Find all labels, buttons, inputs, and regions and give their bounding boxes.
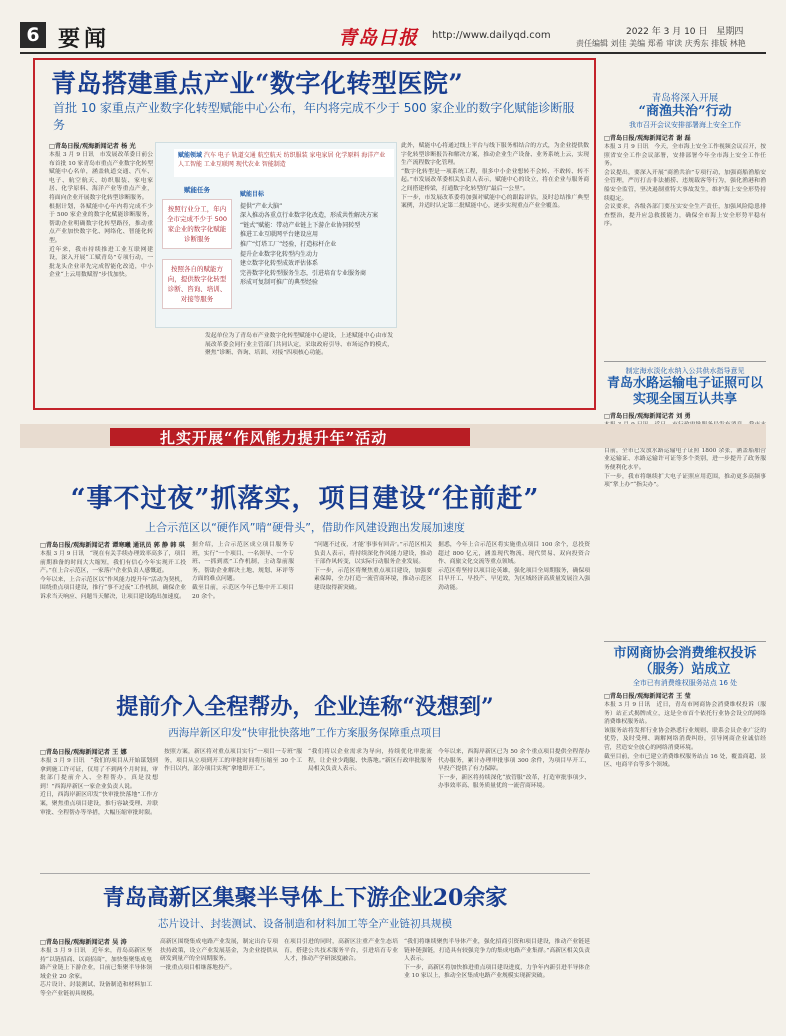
campaign-story-2-col-2: 按照方案，新区将对重点项目实行“一项目一专班”服务，项目从立项到开工的审批时间将压缩至 30 个工作日以内，部分项目实现“拿地即开工”。 [164,749,302,773]
lead-column-1 [49,142,153,403]
bottom-story-col-2: 高新区围绕集成电路产业发展，制定出台专项扶持政策，设立产业发展基金，为企业提供从研发到量产的全周期服务。 一批重点项目相继落地投产。 [160,939,278,971]
right-story-3-body: 本报 3 月 9 日讯 近日，青岛市网商协会消费维权投诉（服务）站正式揭牌成立，这是全市首个依托行业协会设立的网络消费维权服务站。 该服务站将发挥行业协会熟悉行业规则、联系会员企业广泛的优势，及时受理、调解网络消费纠纷，引导网商企业诚信经营，营造安全放心的网络消费环境。 截至目前，全市已建立消费维权服务站点 16 处，覆盖商超、景区、电商平台等多个领域。 [604,702,766,769]
right-story-3-subtitle: 全市已有消费维权服务站点 16 处 [632,679,738,687]
bottom-story-col-1: □青岛日报/观海新闻记者 吴 涛 本报 3 月 9 日讯 近年来，青岛高新区坚持“以链招商、以商招商”，加快集聚集成电路产业链上下游企业，目前已集聚半导体领域企业 20 余家。 芯片设计、封装测试、设备制造和材料加工等全产业链初具规模。 [40,939,152,997]
right-column [604,58,766,1018]
campaign-story-1-subheadline: 上合示范区以“硬作风”啃“硬骨头”，借助作风建设跑出发展加速度 [145,521,465,534]
bottom-story-byline: □青岛日报/观海新闻记者 吴 涛 [40,939,127,946]
bottom-story-col-3: 在项目引进的同时，高新区注重产业生态培育，搭建公共技术服务平台，引进培育专业人才，推动产学研深度融合。 [284,939,398,963]
newspaper-logo: 青岛日报 [338,27,419,49]
masthead-rule [20,52,766,54]
campaign-story-2-col-1: □青岛日报/观海新闻记者 王 娜 本报 3 月 9 日讯 “我们的项目从开始谋划到拿到施工许可证，仅用了不到两个月时间，审批部门提前介入、全程帮办，真是没想到！”西海岸新区一家企业负责人说。 近日，西海岸新区印发“快审批快落地”工作方案，聚焦重点项目建设，推行容缺受理、并联审批、全程帮办等举措，大幅压缩审批时限。 [40,749,158,816]
campaign-story-1-col-2: 据介绍，上合示范区成立项目服务专班，实行“一个项目、一名领导、一个专班、一抓到底”工作机制，主动靠前服务，帮助企业解决土地、规划、环评等方面的难点问题。 截至目前，示范区今年已集中开工项目 20 余个。 [192,542,294,600]
right-story-1[interactable] [604,90,766,357]
site-url[interactable]: http://www.dailyqd.com [432,30,551,41]
infographic-goals: 赋能目标 提供“产业大脑” 深入推动各重点行业数字化改造，形成共性解决方案 “链式”赋能：带动产业链上下游企业协同转型 推进工业互联网平台建设应用 推广“灯塔工厂”经验，打造标杆企业 提升企业数字化转型内生动力 建立数字化转型成效评估体系 完善数字化转型服务生态，引进培育专业服务商 形成可复制可推广的典型经验 [240,191,379,287]
lead-byline: □青岛日报/观海新闻记者 杨 光 [49,143,136,150]
lead-subheadline: 首批 10 家重点产业数字化转型赋能中心公布，年内将完成不少于 500 家企业的数字化赋能诊断服务 [53,101,575,132]
infographic-fields: 赋能领域 汽车 电子 轨道交通 航空航天 纺织服装 家电家居 化学原料 海洋产业 人工智能 工业互联网 现代农业 智能制造 [174,149,394,177]
masthead [20,20,766,52]
right-story-3[interactable] [604,646,766,965]
lead-story[interactable] [33,58,596,410]
section-title: 要闻 [58,26,111,52]
editor-credits: 责任编辑 刘佳 美编 郑希 审读 庆秀东 排版 林艳 [576,39,746,48]
lead-headline[interactable]: 青岛搭建重点产业“数字化转型医院” [51,69,464,98]
right-divider-1 [604,361,766,362]
right-story-1-body: 本报 3 月 9 日讯 今天，全市海上安全工作视频会议召开，按照省安全工作会议部署，安排部署今年全市海上安全工作任务。 会议提出，要深入开展“商渔共治”专项行动，加强商船渔船安全管理，严厉打击非法捕捞、违规载客等行为，强化渔港和渔船安全监管，坚决遏制重特大事故发生，维护海上安全形势持续稳定。 会议要求，各级各部门要压实安全生产责任，加强风险隐患排查整治，提升应急救援能力，确保全市海上安全形势平稳有序。 [604,144,766,228]
campaign-story-2-subheadline: 西海岸新区印发“快审批快落地”工作方案服务保障重点项目 [168,727,442,739]
right-story-3-title[interactable]: 市网商协会消费维权投诉（服务）站成立 [613,646,757,677]
bottom-story-col-4: “我们将继续聚焦半导体产业，强化招商引资和项目建设，推动产业链延链补链强链，打造具有较强竞争力的集成电路产业集群。”高新区相关负责人表示。 下一步，高新区将加快推进重点项目建设进度，力争年内新引进半导体企业 10 家以上，推动全区集成电路产业规模实现新突破。 [404,939,590,980]
right-story-3-byline: □青岛日报/观海新闻记者 王 莹 [604,693,691,700]
right-story-2-kicker: 制定海水淡化水纳入公共供水指导意见 [625,367,745,375]
right-story-2-title[interactable]: 青岛水路运输电子证照可以实现全国互认共享 [606,376,763,407]
infographic-tasks: 赋能任务 按照行业分工，年内全市完成不少于 500 家企业的数字化赋能诊断服务 按照各自的赋能方向，提供数字化转型诊断、咨询、培训、对接等服务 [162,183,232,319]
right-story-1-byline: □青岛日报/观海新闻记者 谢 磊 [604,135,691,142]
right-story-1-subtitle: 我市召开会议安排部署海上安全工作 [629,121,741,129]
lead-text-2: 发起单位为了青岛市产业数字化转型赋能中心建设，上述赋能中心由市发展改革委会同行业主管部门共同认定，采取政府引导、市场运作的模式，聚焦“诊断、咨询、培训、对接”四项核心功能。 [205,333,393,357]
campaign-story-1-headline[interactable]: “事不过夜”抓落实，项目建设“往前赶” [70,484,540,514]
campaign-story-2-byline: □青岛日报/观海新闻记者 王 娜 [40,749,127,756]
lead-text-3: 此外，赋能中心将通过线上平台与线下服务相结合的方式，为企业提供数字化转型诊断报告和解决方案，推动企业生产设备、业务系统上云，实现生产流程数字化管理。 “数字化转型是一项系统工程，很多中小企业想转不会转、不敢转、转不起。”市发展改革委相关负责人表示，赋能中心的设立，将在企业与服务商之间搭建桥梁，打通数字化转型的“最后一公里”。 下一步，市发展改革委将加强对赋能中心的跟踪评估，及时总结推广典型案例，并适时认定第二批赋能中心，逐步实现重点产业全覆盖。 [401,143,589,210]
campaign-story-2-col-3: “我们将以企业需求为导向，持续优化审批流程，让企业少跑腿、快落地。”新区行政审批服务局相关负责人表示。 [308,749,432,773]
right-story-1-title[interactable]: “商渔共治”行动 [638,104,732,119]
lead-text-1: 本报 3 月 9 日讯 市发展改革委日前公布首批 10 家青岛市重点产业数字化转型赋能中心名单，涵盖轨道交通、汽车、电子、航空航天、纺织服装、家电家居、化学原料、海洋产业等重点产业，将面向企业开展数字化转型诊断服务。 根据计划，各赋能中心年内将完成不少于 500 家企业的数字化赋能诊断服务，帮助企业明确数字化转型路径，推动重点产业加快数字化、网络化、智能化转型。 近年来，我市持续推进工业互联网建设，深入开展“工赋青岛”专项行动，一批龙头企业率先完成智能化改造，中小企业“上云用数赋智”步伐加快。 [49,152,153,279]
right-story-2-body: 目前，全市已发放水路运输电子证照 1800 余张，涵盖船舶营业运输证、水路运输许可证等多个类别，进一步提升了政务服务便利化水平。 下一步，我市将继续扩大电子证照应用范围，推动更多高频事项“掌上办”“指尖办”。 [604,447,766,489]
lead-infographic [155,142,397,328]
page-number: 6 [20,22,46,48]
campaign-story-1-byline: □青岛日报/观海新闻记者 谭寒曦 通讯员 郭 静 韩 琪 [40,542,185,549]
campaign-story-2-headline[interactable]: 提前介入全程帮办，企业连称“没想到” [116,694,494,720]
campaign-story-1-col-1: □青岛日报/观海新闻记者 谭寒曦 通讯员 郭 静 韩 琪 本报 3 月 9 日讯 “现在有关手续办理效率高多了，项目前期准备的时间大大缩短，我们有信心今年实现开工投产。”在上合示范区，一家落户企业负责人感慨道。 今年以来，上合示范区以“作风能力提升年”活动为契机，围绕重点项目建设，推行“事不过夜”工作机制，确保企业诉求当天响应、问题当天解决，让项目建设跑出加速度。 [40,542,186,600]
campaign-banner-text: 扎实开展“作风能力提升年”活动 [160,429,388,447]
campaign-story-2-col-4: 今年以来，西海岸新区已为 50 余个重点项目提供全程帮办代办服务，累计办理审批事项 300 余件，为项目早开工、早投产提供了有力保障。 下一步，新区将持续深化“放管服”改革，打造审批事项少、办事效率高、服务质量优的一流营商环境。 [438,749,590,790]
right-divider-2 [604,641,766,642]
right-story-2-byline: □青岛日报/观海新闻记者 刘 勇 [604,413,691,420]
campaign-banner [20,424,766,448]
right-story-1-kicker: 青岛将深入开展 [651,93,719,104]
bottom-story-headline[interactable]: 青岛高新区集聚半导体上下游企业20余家 [102,885,508,911]
section-divider [40,873,590,874]
bottom-story-subheadline: 芯片设计、封装测试、设备制造和材料加工等全产业链初具规模 [158,918,452,930]
right-story-2[interactable] [604,366,766,637]
campaign-story-1-col-3: “问题不过夜，才能‘事事有回音’。”示范区相关负责人表示，将持续深化作风能力建设，推动干部作风转变，以实际行动服务企业发展。 下一步，示范区将聚焦重点项目建设，加强要素保障，全力打造一流营商环境，推动示范区建设取得新突破。 [314,542,432,591]
campaign-story-1-col-4: 据悉，今年上合示范区将实施重点项目 100 余个，总投资超过 800 亿元，涵盖现代物流、现代贸易、双向投资合作、商旅文化交流等重点领域。 示范区将坚持以项目论英雄，强化项目全周期服务，确保项目早开工、早投产、早见效，为区域经济高质量发展注入强劲动能。 [438,542,590,591]
issue-date: 2022 年 3 月 10 日 星期四 [626,27,744,37]
